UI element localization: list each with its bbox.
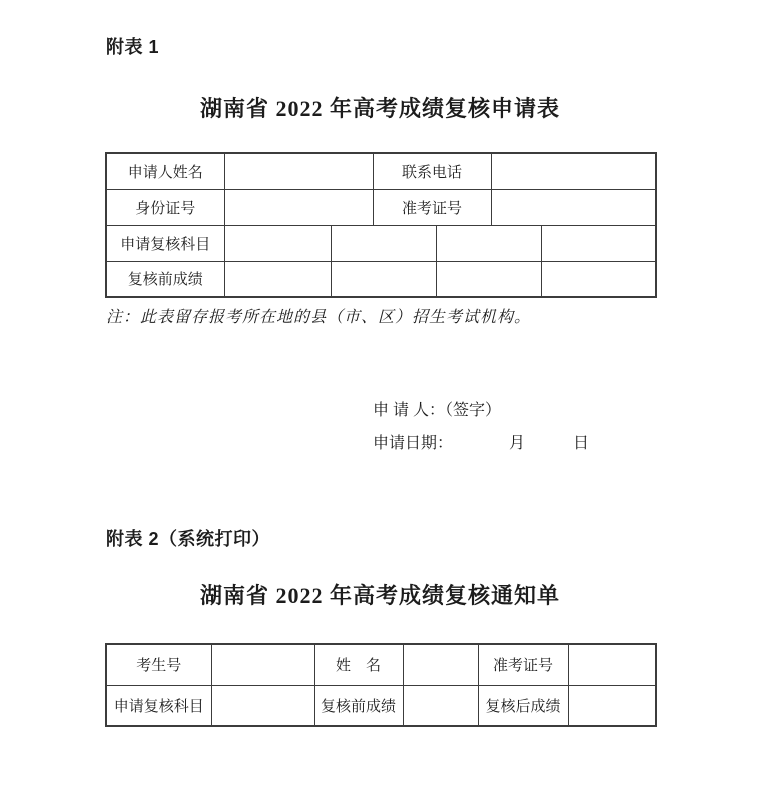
cell-applicant-name-value [224,153,373,189]
cell-review-subject-2 [331,225,436,261]
cell-exam-ticket-number-value [491,189,656,225]
cell-score-before-3 [436,261,541,297]
label-score-after-review: 复核后成绩 [478,685,568,726]
label-name: 姓 名 [314,644,403,685]
cell-score-before-4 [541,261,656,297]
table-row [106,189,656,225]
cell-contact-phone-value [491,153,656,189]
label-exam-ticket-number: 准考证号 [478,644,568,685]
table-row [106,225,656,261]
appendix-2-label: 附表 2（系统打印） [106,529,271,549]
label-contact-phone: 联系电话 [373,153,491,189]
label-candidate-number: 考生号 [106,644,211,685]
table-row [106,685,656,726]
cell-review-subjects-value [211,685,314,726]
cell-name-value [403,644,478,685]
score-review-application-table [105,152,657,298]
cell-review-subject-4 [541,225,656,261]
label-exam-ticket-number: 准考证号 [373,189,491,225]
score-review-notification-table [105,643,657,727]
application-form-title: 湖南省 2022 年高考成绩复核申请表 [199,96,560,121]
application-date-line: 申请日期： 月 日 [373,435,590,452]
table-row [106,261,656,297]
cell-exam-ticket-number-value [568,644,656,685]
label-score-before-review: 复核前成绩 [314,685,403,726]
cell-score-before-2 [331,261,436,297]
cell-review-subject-3 [436,225,541,261]
cell-score-before-1 [224,261,331,297]
table-row [106,644,656,685]
label-id-number: 身份证号 [106,189,224,225]
appendix-1-label: 附表 1 [106,37,160,57]
applicant-signature-line: 申 请 人：（签字） [373,402,502,419]
cell-review-subject-1 [224,225,331,261]
notification-form-title: 湖南省 2022 年高考成绩复核通知单 [199,583,560,608]
table-row [106,153,656,189]
cell-candidate-number-value [211,644,314,685]
retention-note: 注：此表留存报考所在地的县（市、区）招生考试机构。 [106,309,532,326]
cell-score-before-value [403,685,478,726]
cell-id-number-value [224,189,373,225]
label-applicant-name: 申请人姓名 [106,153,224,189]
cell-score-after-value [568,685,656,726]
label-review-subjects: 申请复核科目 [106,685,211,726]
label-review-subjects: 申请复核科目 [106,225,224,261]
label-score-before-review: 复核前成绩 [106,261,224,297]
